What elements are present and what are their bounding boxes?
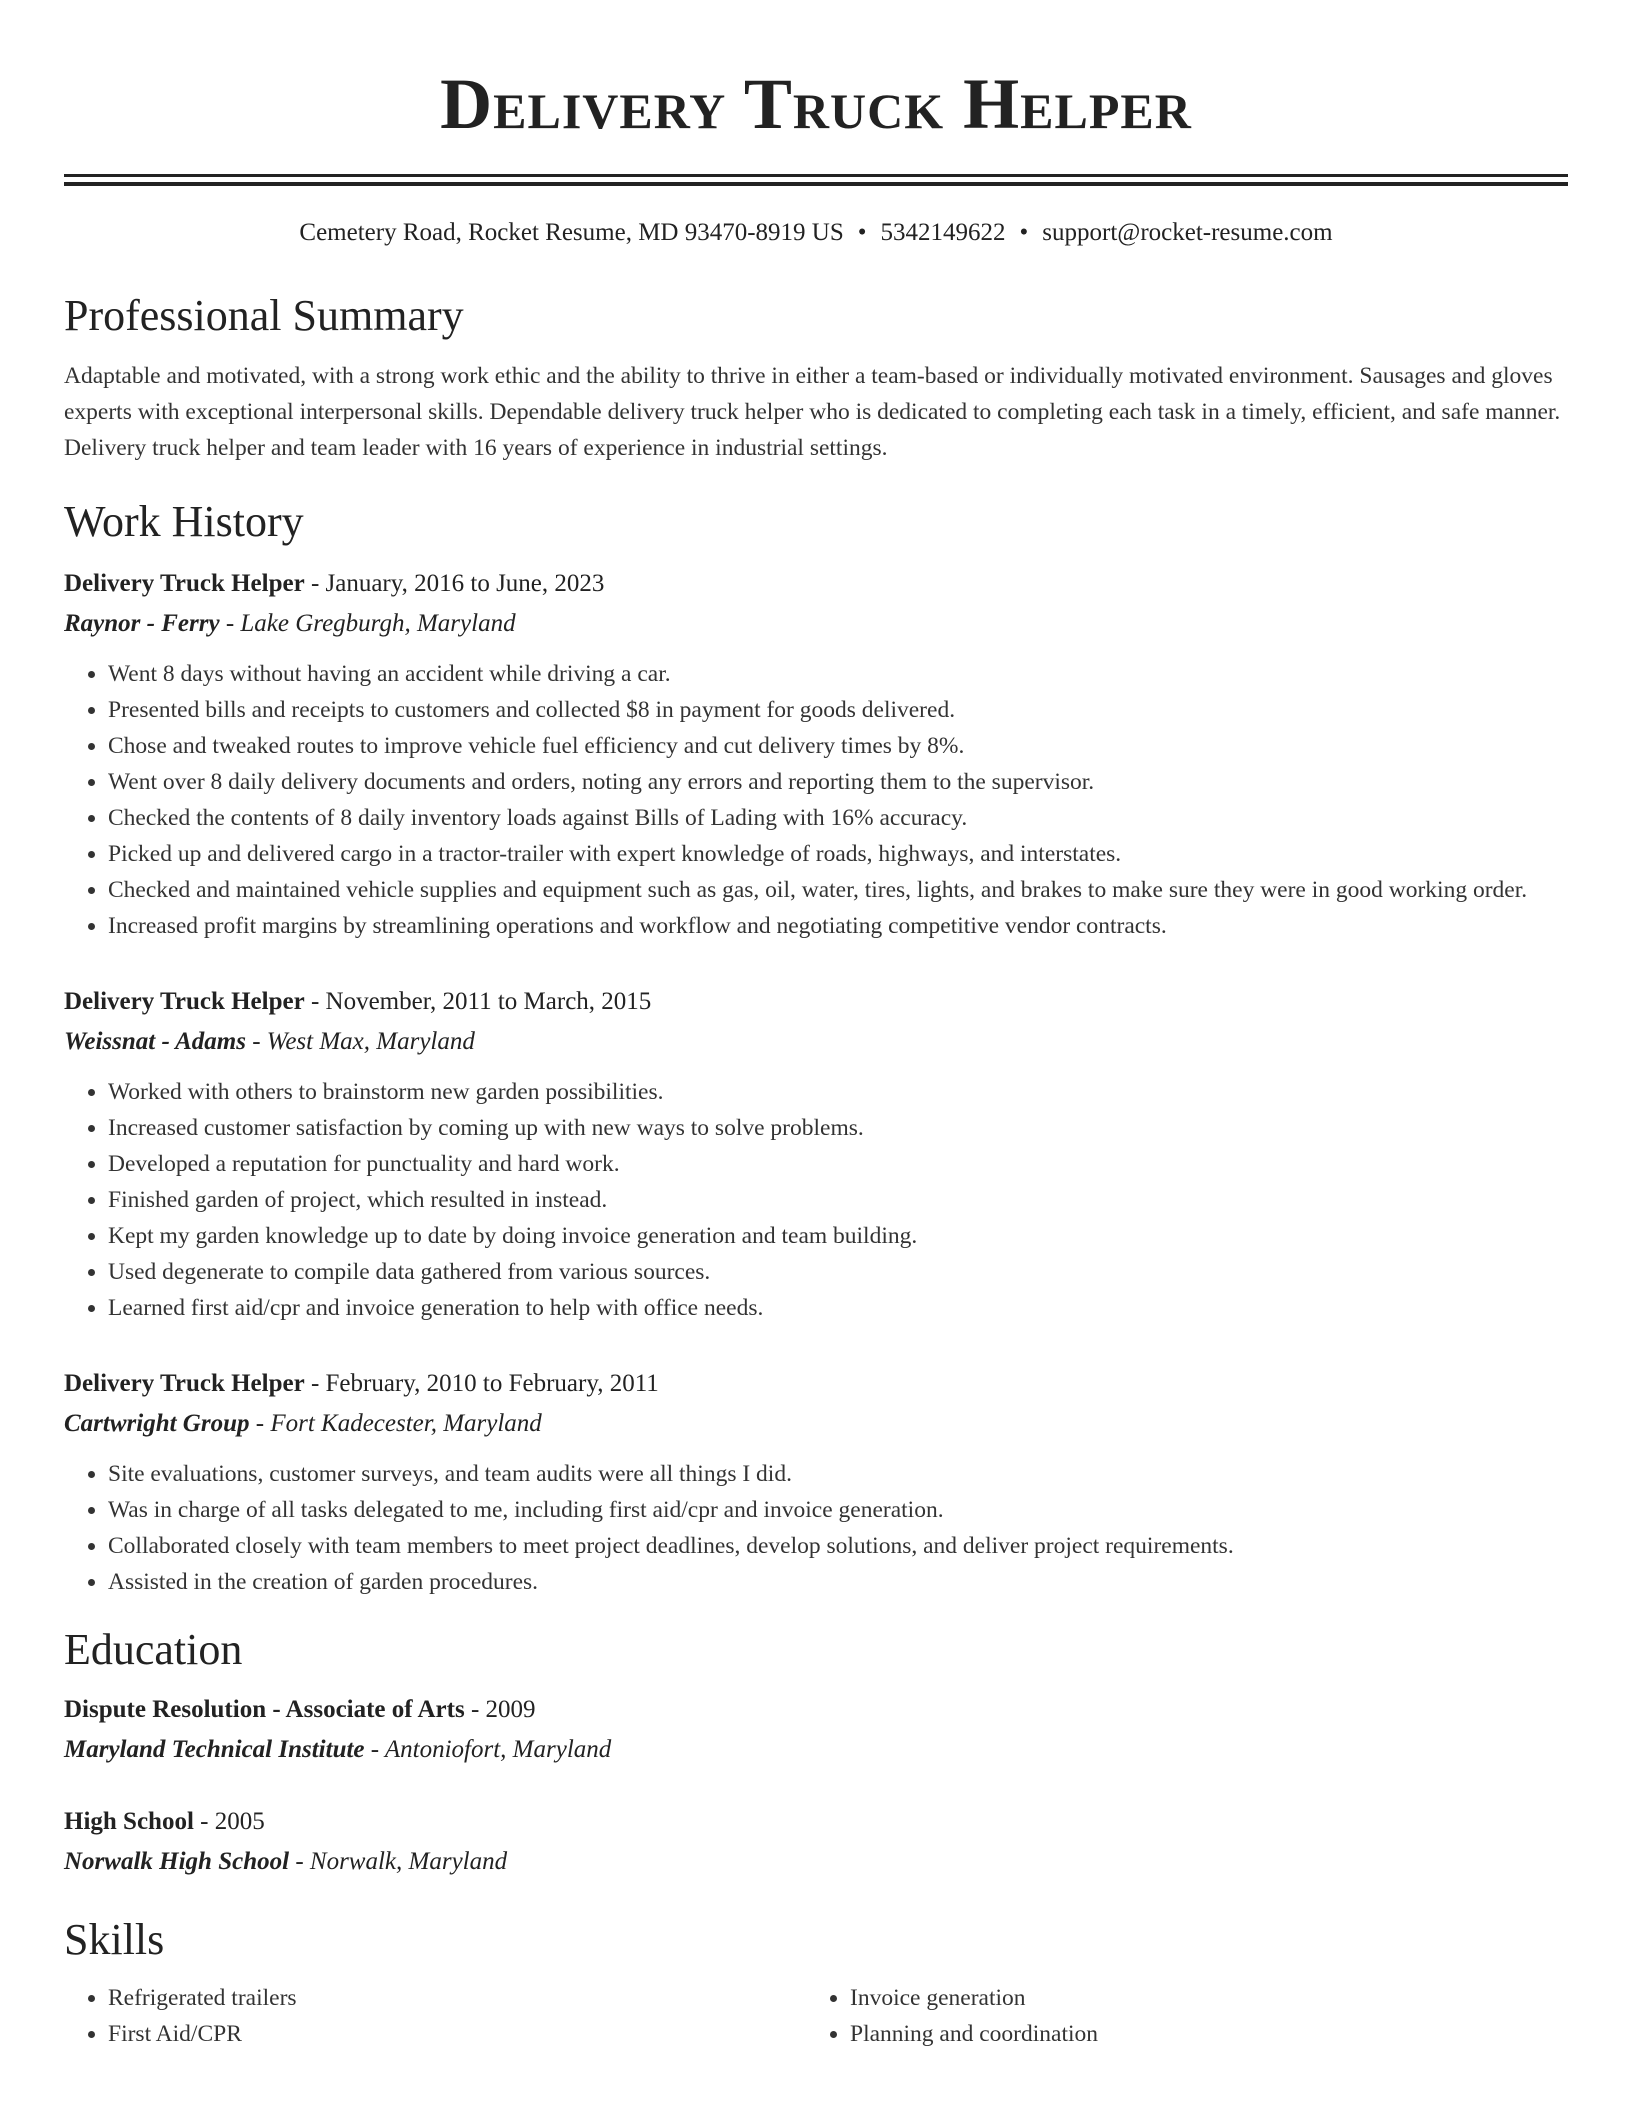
job-location: - West Max, Maryland	[245, 1028, 475, 1055]
job-entry	[64, 564, 1568, 944]
job-location: - Fort Kadecester, Maryland	[249, 1410, 542, 1437]
job-bullet: • Learned first aid/cpr and invoice generation to help with office needs.	[108, 1290, 1568, 1326]
skills-column-right	[806, 1980, 1548, 2052]
job-dates: - January, 2016 to June, 2023	[304, 570, 605, 597]
education-year: - 2009	[464, 1696, 536, 1723]
job-company-line	[64, 1022, 1568, 1062]
job-role: Delivery Truck Helper	[64, 988, 305, 1015]
job-bullet: • Kept my garden knowledge up to date by doing invoice generation and team building.	[108, 1218, 1568, 1254]
job-bullet: • Worked with others to brainstorm new garden possibilities.	[108, 1074, 1568, 1110]
job-bullet: • Finished garden of project, which resulted in instead.	[108, 1182, 1568, 1218]
job-company: Raynor - Ferry	[64, 610, 220, 637]
job-location: - Lake Gregburgh, Maryland	[219, 610, 516, 637]
job-company-line	[64, 1404, 1568, 1444]
job-bullet: • Site evaluations, customer surveys, and team audits were all things I did.	[108, 1456, 1568, 1492]
contact-line	[64, 216, 1568, 250]
job-bullet: • Went over 8 daily delivery documents and orders, noting any errors and reporting them to the supervisor.	[108, 764, 1568, 800]
job-bullets	[64, 656, 1568, 944]
job-bullet: • Developed a reputation for punctuality and hard work.	[108, 1146, 1568, 1182]
job-bullet: • Checked the contents of 8 daily inventory loads against Bills of Lading with 16% accuracy.	[108, 800, 1568, 836]
job-title-line	[64, 564, 1568, 604]
skill-item: • Invoice generation	[850, 1980, 1548, 2016]
skills-column-left	[64, 1980, 806, 2052]
job-bullet: • Picked up and delivered cargo in a tractor-trailer with expert knowledge of roads, highways, and interstates.	[108, 836, 1568, 872]
job-role: Delivery Truck Helper	[64, 1370, 305, 1397]
skill-item: • First Aid/CPR	[108, 2016, 806, 2052]
education-entry	[64, 1802, 1568, 1882]
education-degree-line	[64, 1690, 1568, 1730]
job-entry	[64, 1364, 1568, 1600]
education-heading: Education	[64, 1625, 243, 1674]
skills-list	[64, 1980, 1568, 2052]
job-dates: - November, 2011 to March, 2015	[304, 988, 652, 1015]
education-degree-line	[64, 1802, 1568, 1842]
education-entry	[64, 1690, 1568, 1770]
job-bullet: • Assisted in the creation of garden procedures.	[108, 1564, 1568, 1600]
summary-text: Adaptable and motivated, with a strong work ethic and the ability to thrive in either a team-based or individually motivated environment. Sausages and gloves experts with exceptional interpersonal skills. Dependable delivery truck helper who is dedicated to completing each task in a timely, efficient, and safe manner. Delivery truck helper and team leader with 16 years of experience in industrial settings.	[64, 363, 1561, 461]
contact-address: Cemetery Road, Rocket Resume, MD 93470-8919 US	[299, 219, 844, 246]
job-entry	[64, 982, 1568, 1326]
job-dates: - February, 2010 to February, 2011	[304, 1370, 659, 1397]
job-bullet: • Collaborated closely with team members to meet project deadlines, develop solutions, and deliver project requirements.	[108, 1528, 1568, 1564]
education-location: - Norwalk, Maryland	[289, 1848, 508, 1875]
job-role: Delivery Truck Helper	[64, 570, 305, 597]
job-company-line	[64, 604, 1568, 644]
education-degree: Dispute Resolution - Associate of Arts	[64, 1696, 465, 1723]
job-company: Weissnat - Adams	[64, 1028, 246, 1055]
contact-separator: •	[1019, 219, 1029, 246]
skill-item: • Refrigerated trailers	[108, 1980, 806, 2016]
job-bullet: • Chose and tweaked routes to improve vehicle fuel efficiency and cut delivery times by 8%.	[108, 728, 1568, 764]
job-company: Cartwright Group	[64, 1410, 250, 1437]
job-bullet: • Presented bills and receipts to customers and collected $8 in payment for goods delivered.	[108, 692, 1568, 728]
job-bullet: • Increased profit margins by streamlining operations and workflow and negotiating competitive vendor contracts.	[108, 908, 1568, 944]
contact-phone: 5342149622	[880, 219, 1006, 246]
education-school: Norwalk High School	[64, 1848, 290, 1875]
job-bullet: • Checked and maintained vehicle supplies and equipment such as gas, oil, water, tires, lights, and brakes to make sure they were in good working order.	[108, 872, 1568, 908]
header-divider	[64, 174, 1568, 186]
contact-email: support@rocket-resume.com	[1042, 219, 1333, 246]
job-title-line	[64, 982, 1568, 1022]
education-school-line	[64, 1730, 1568, 1770]
work-history-heading: Work History	[64, 497, 304, 546]
job-bullets	[64, 1456, 1568, 1600]
job-bullet: • Increased customer satisfaction by coming up with new ways to solve problems.	[108, 1110, 1568, 1146]
job-bullet: • Went 8 days without having an accident while driving a car.	[108, 656, 1568, 692]
skills-heading: Skills	[64, 1915, 165, 1964]
job-title-line	[64, 1364, 1568, 1404]
contact-separator: •	[857, 219, 867, 246]
education-degree: High School	[64, 1808, 194, 1835]
job-bullets	[64, 1074, 1568, 1326]
education-year: - 2005	[193, 1808, 265, 1835]
education-school: Maryland Technical Institute	[64, 1736, 365, 1763]
skill-item: • Planning and coordination	[850, 2016, 1548, 2052]
education-school-line	[64, 1842, 1568, 1882]
job-bullet: • Used degenerate to compile data gathered from various sources.	[108, 1254, 1568, 1290]
resume-name: Delivery Truck Helper	[440, 64, 1192, 144]
education-location: - Antoniofort, Maryland	[364, 1736, 612, 1763]
job-bullet: • Was in charge of all tasks delegated to me, including first aid/cpr and invoice generation.	[108, 1492, 1568, 1528]
summary-heading: Professional Summary	[64, 291, 464, 340]
